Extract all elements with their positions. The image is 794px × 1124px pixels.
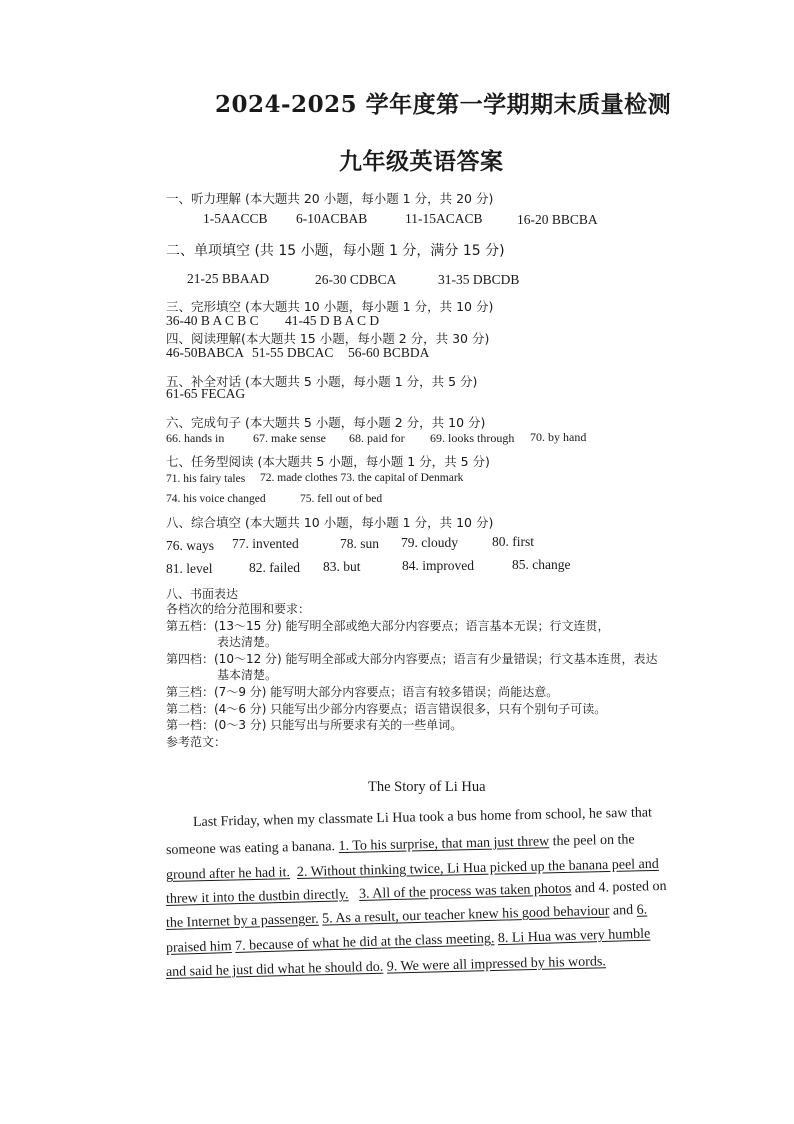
sample-label: 参考范文： [166, 735, 227, 749]
underlined-sentence: 7. because of what he did at the class meeting. [234, 931, 495, 954]
essay-line [166, 857, 659, 884]
answer-group: 6-10ACBAB [296, 211, 368, 226]
essay-text: the peel on the [549, 832, 635, 850]
answer-group: 46-50BABCA [166, 345, 245, 360]
underlined-sentence: 2. Without thinking twice, Li Hua picked up the banana peel and [296, 856, 659, 881]
section-heading: 五、补全对话 (本大题共 5 小题，每小题 1 分，共 5 分) [166, 374, 478, 389]
answer-group: 61-65 FECAG [166, 386, 246, 401]
section-heading: 八、书面表达 [166, 587, 239, 601]
page-subtitle: 九年级英语答案 [339, 148, 504, 175]
answer-item: 80. first [492, 534, 534, 549]
answer-item: 75. fell out of bed [300, 493, 383, 505]
answer-item: 69. looks through [430, 431, 515, 445]
answer-item: 83. but [323, 559, 361, 574]
underlined-sentence: threw it into the dustbin directly. [165, 887, 349, 907]
answer-item: 81. level [166, 561, 213, 576]
underlined-sentence: and said he just did what he should do. [165, 959, 384, 980]
answer-item: 79. cloudy [401, 535, 458, 550]
underlined-sentence: 5. As a result, our teacher knew his good behaviour [321, 903, 610, 927]
underlined-sentence: 3. All of the process was taken photos [358, 881, 572, 902]
answer-item: 72. made clothes 73. the capital of Denmark [260, 472, 464, 484]
answer-group: 21-25 BBAAD [187, 271, 270, 286]
answer-group: 16-20 BBCBA [517, 212, 598, 227]
essay-text [348, 887, 359, 902]
section-heading: 二、单项填空 (共 15 小题，每小题 1 分，满分 15 分) [166, 243, 505, 259]
answer-item: 77. invented [232, 536, 299, 551]
underlined-sentence: 8. Li Hua was very humble [497, 926, 651, 947]
answer-item: 70. by hand [530, 430, 587, 444]
section-heading: 七、任务型阅读 (本大题共 5 小题，每小题 1 分，共 5 分) [166, 454, 490, 469]
scoring-tier: 第二档：(4～6 分) 只能写出少部分内容要点；语言错误很多，只有个别句子可读。 [166, 702, 607, 716]
answer-item: 84. improved [402, 558, 474, 573]
section-heading: 一、听力理解 (本大题共 20 小题，每小题 1 分，共 20 分) [166, 191, 494, 206]
scoring-tier-cont: 表达清楚。 [217, 635, 278, 649]
section-heading: 三、完形填空 (本大题共 10 小题，每小题 1 分，共 10 分) [166, 299, 494, 314]
essay-text: someone was eating a banana. [165, 839, 339, 858]
scoring-tier: 第三档：(7～9 分) 能写明大部分内容要点；语言有较多错误；尚能达意。 [166, 685, 559, 699]
answer-item: 74. his voice changed [166, 493, 266, 505]
answer-item: 78. sun [340, 536, 380, 551]
answer-group: 31-35 DBCDB [438, 272, 520, 287]
underlined-sentence: ground after he had it. [165, 865, 291, 883]
essay-text: Last Friday, when my classmate Li Hua took a bus home from school, he saw that [192, 805, 653, 830]
answer-group: 36-40 B A C B C [166, 313, 259, 328]
essay-text: and 4. posted on [571, 878, 667, 897]
essay-text: and [609, 902, 637, 919]
answer-group: 26-30 CDBCA [315, 272, 397, 287]
essay-line [166, 832, 635, 859]
answer-item: 67. make sense [253, 431, 326, 445]
answer-item: 76. ways [166, 538, 214, 553]
section-heading: 四、阅读理解(本大题共 15 小题，每小题 2 分，共 30 分) [166, 331, 490, 346]
answer-item: 68. paid for [349, 431, 405, 445]
answer-group: 56-60 BCBDA [348, 345, 430, 360]
answer-item: 71. his fairy tales [166, 473, 246, 485]
underlined-sentence: 1. To his surprise, that man just threw [338, 834, 550, 855]
underlined-sentence: praised him [165, 939, 232, 956]
essay-line [166, 903, 648, 932]
underlined-sentence: 6. [636, 902, 648, 918]
scoring-intro: 各档次的给分范围和要求： [166, 602, 311, 616]
essay-line [166, 927, 651, 957]
essay-title: The Story of Li Hua [368, 779, 486, 795]
scoring-tier-cont: 基本清楚。 [217, 668, 278, 682]
underlined-sentence: the Internet by a passenger. [165, 911, 319, 931]
answer-group: 41-45 D B A C D [285, 313, 380, 328]
answer-group: 1-5AACCB [203, 211, 268, 226]
scoring-tier: 第一档：(0～3 分) 只能写出与所要求有关的一些单词。 [166, 718, 463, 732]
essay-line [193, 805, 652, 831]
underlined-sentence: 9. We were all impressed by his words. [386, 954, 606, 975]
section-heading: 八、综合填空 (本大题共 10 小题，每小题 1 分，共 10 分) [166, 515, 494, 530]
scoring-tier: 第四档：(10～12 分) 能写明全部或大部分内容要点；语言有少量错误；行文基本连贯，表达 [166, 652, 658, 666]
section-heading: 六、完成句子 (本大题共 5 小题，每小题 2 分，共 10 分) [166, 415, 486, 430]
answer-item: 85. change [512, 557, 571, 572]
page-title: 2024-2025 学年度第一学期期末质量检测 [215, 91, 672, 118]
scoring-tier: 第五档：(13～15 分) 能写明全部或绝大部分内容要点；语言基本无误；行文连贯， [166, 619, 610, 633]
answer-group: 51-55 DBCAC [252, 345, 334, 360]
answer-item: 66. hands in [166, 431, 225, 445]
answer-group: 11-15ACACB [405, 211, 483, 226]
essay-line [166, 954, 606, 981]
answer-item: 82. failed [249, 560, 300, 575]
